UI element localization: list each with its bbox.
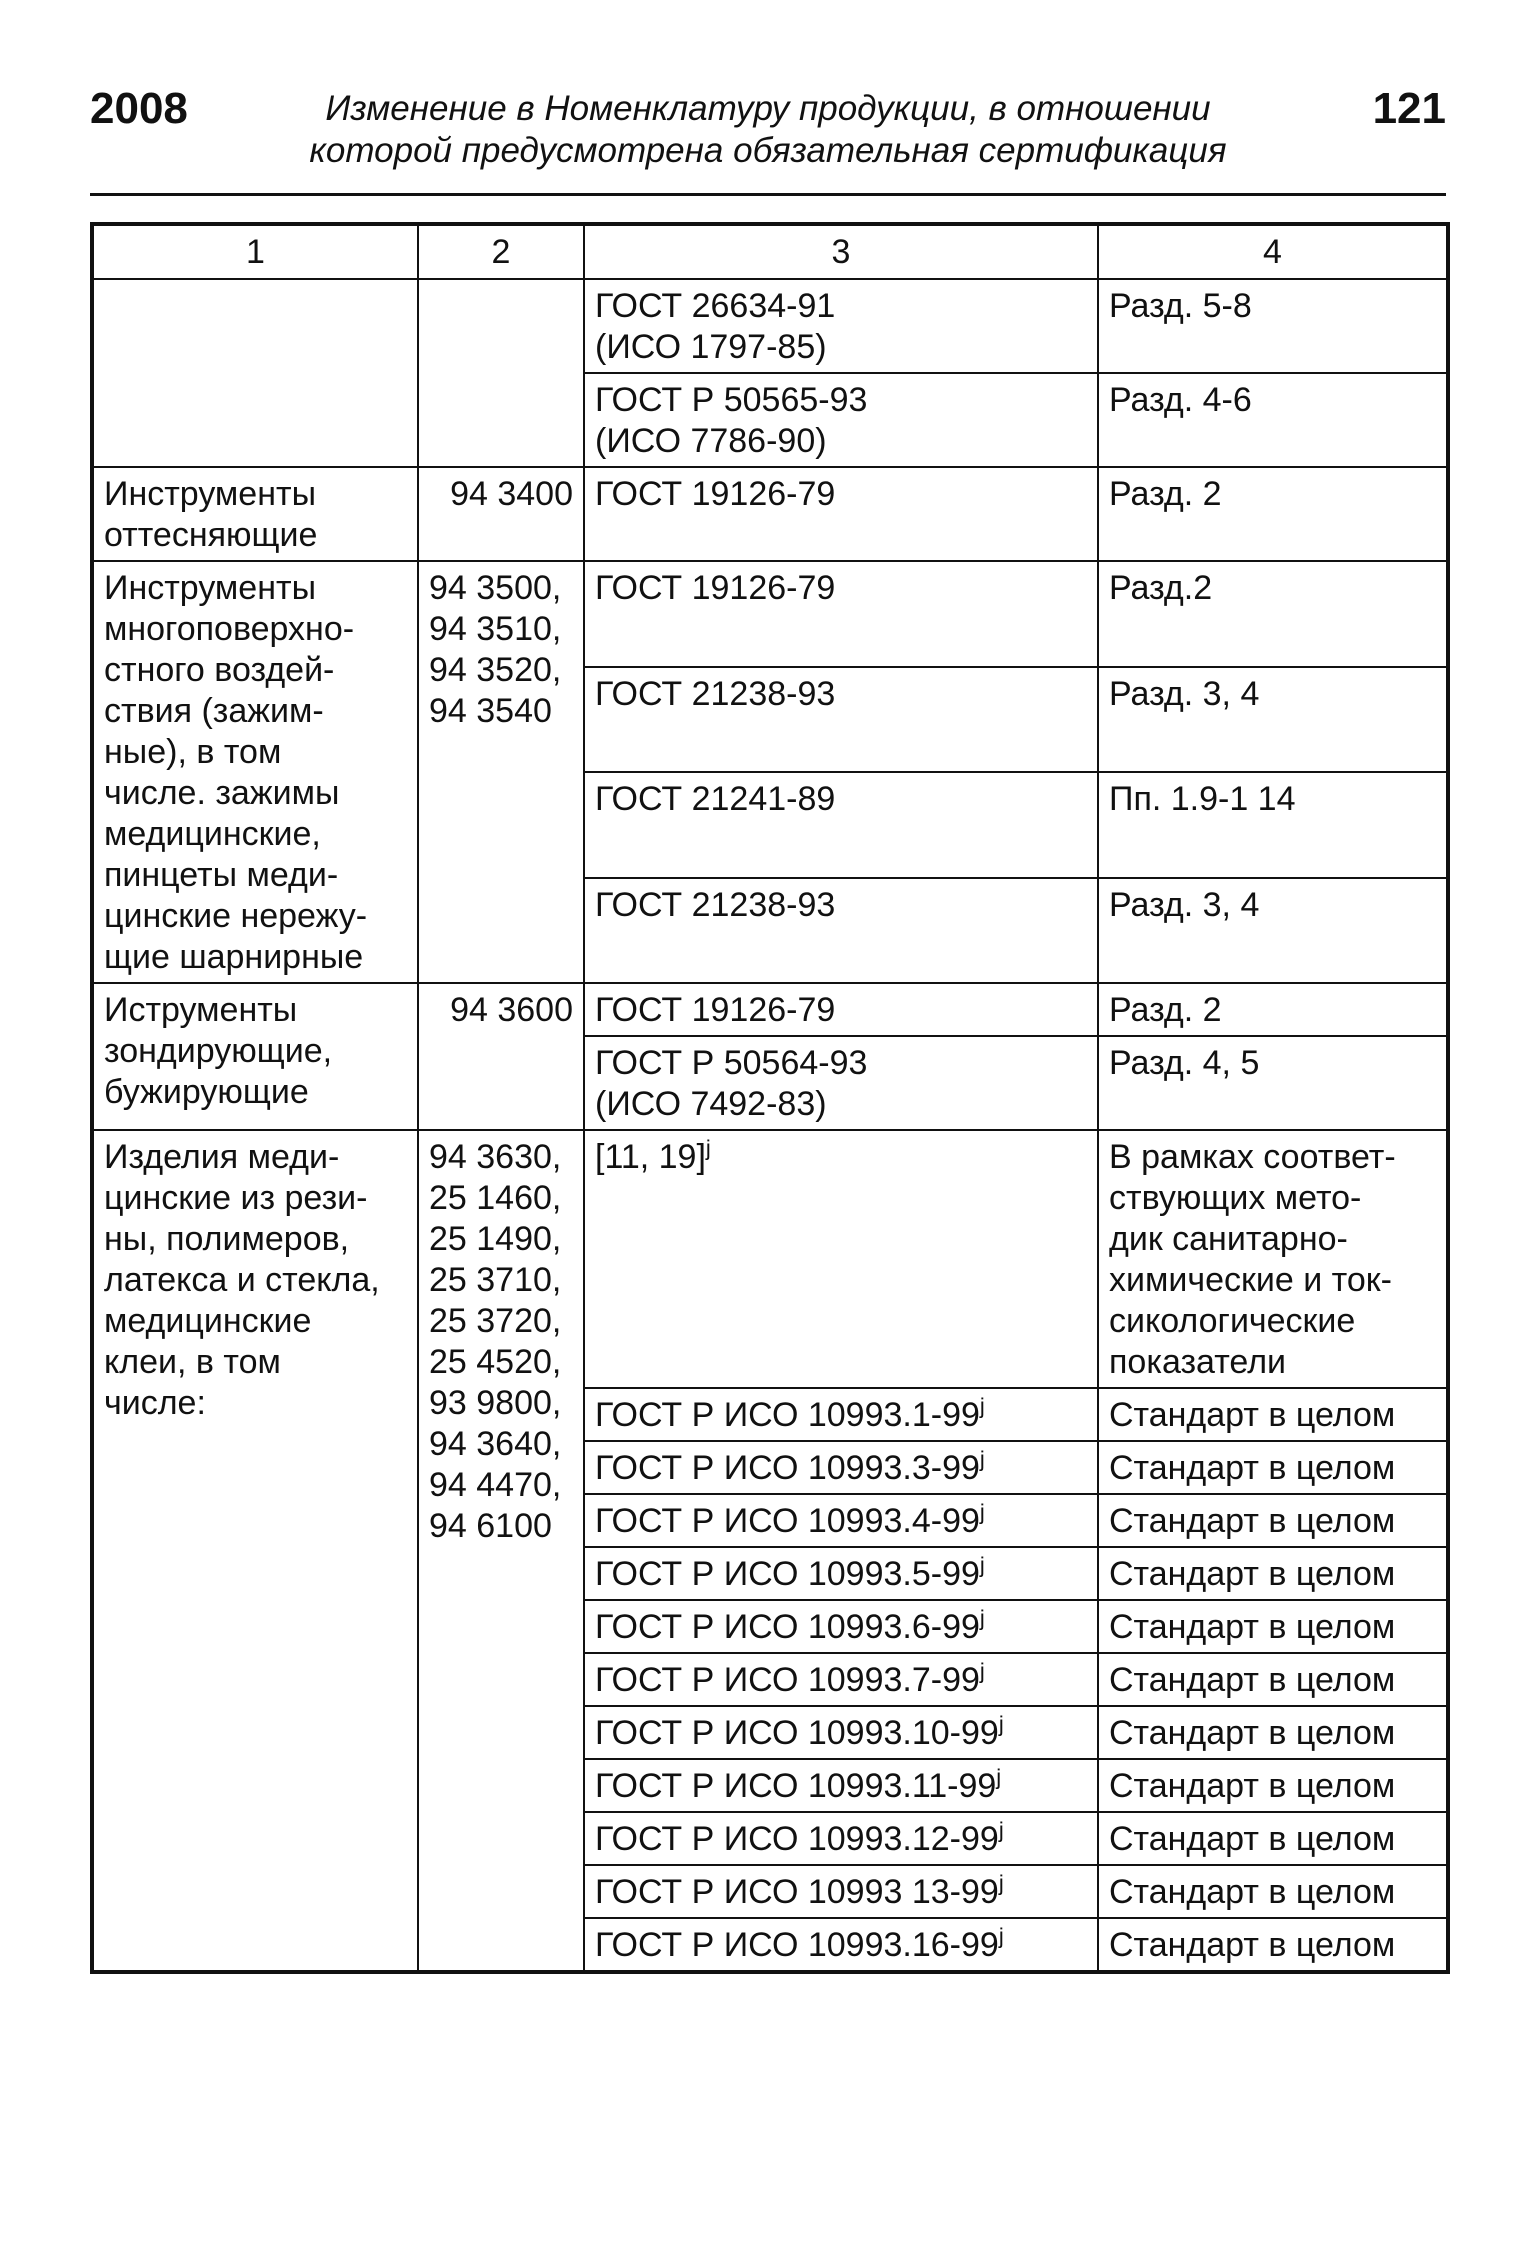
- product-name-line: многоповерхно-: [104, 610, 355, 648]
- header-rule: [90, 193, 1446, 196]
- section-line: Разд. 4, 5: [1109, 1044, 1260, 1082]
- section-line: Стандарт в целом: [1109, 1873, 1396, 1911]
- footnote-mark: j: [705, 1135, 711, 1161]
- footnote-mark: j: [979, 1446, 985, 1472]
- column-header-4: 4: [1098, 224, 1448, 279]
- product-name-line: пинцеты меди-: [104, 856, 339, 894]
- standard-line: ГОСТ Р ИСО 10993.3-99: [595, 1449, 980, 1487]
- section-cell: [1098, 878, 1448, 984]
- section-cell: [1098, 1547, 1448, 1600]
- page-header: [90, 78, 1446, 196]
- okp-code-line: 93 9800,: [429, 1384, 562, 1422]
- section-line: Стандарт в целом: [1109, 1820, 1396, 1858]
- standard-cell: [584, 1759, 1098, 1812]
- standard-cell: [584, 983, 1098, 1036]
- footnote-mark: j: [998, 1711, 1004, 1737]
- standard-line: ГОСТ Р ИСО 10993.7-99: [595, 1661, 980, 1699]
- footnote-mark: j: [998, 1870, 1004, 1896]
- standard-line: ГОСТ 21238-93: [595, 885, 836, 924]
- product-name-line: медицинские,: [104, 815, 321, 853]
- header-year: 2008: [90, 84, 188, 133]
- product-name-line: числе. зажимы: [104, 774, 340, 812]
- okp-code-line: 94 4470,: [429, 1466, 562, 1504]
- standard-line: (ИСО 1797-85): [595, 328, 827, 366]
- product-name-cell: [92, 983, 418, 1130]
- standard-line-with-note: [595, 1448, 1087, 1489]
- standard-cell: [584, 1036, 1098, 1130]
- certification-table: [90, 222, 1450, 1974]
- footnote-mark: j: [979, 1499, 985, 1525]
- standard-cell: [584, 1812, 1098, 1865]
- header-page-number: 121: [1372, 84, 1446, 133]
- section-cell: [1098, 1600, 1448, 1653]
- section-cell: [1098, 1706, 1448, 1759]
- okp-code-cell: [418, 983, 584, 1130]
- okp-code-line: 94 6100: [429, 1507, 552, 1545]
- standard-line-with-note: [595, 1660, 1087, 1701]
- standard-line: ГОСТ Р ИСО 10993.4-99: [595, 1502, 980, 1540]
- section-line: Разд. 2: [1109, 475, 1222, 513]
- standard-line: ГОСТ 19126-79: [595, 569, 836, 607]
- standard-line-with-note: [595, 1395, 1087, 1436]
- table-row: [92, 983, 1448, 1036]
- section-cell: [1098, 561, 1448, 667]
- section-line: Разд. 3, 4: [1109, 885, 1260, 924]
- section-cell: [1098, 667, 1448, 773]
- column-header-3: 3: [584, 224, 1098, 279]
- section-cell: [1098, 1130, 1448, 1388]
- section-cell: [1098, 1653, 1448, 1706]
- standard-line-with-note: [595, 1819, 1087, 1860]
- section-cell: [1098, 1759, 1448, 1812]
- section-cell: [1098, 1388, 1448, 1441]
- product-name-line: цинские из рези-: [104, 1179, 368, 1217]
- product-name-line: ные), в том: [104, 733, 282, 771]
- column-header-2: 2: [418, 224, 584, 279]
- okp-code-line: 25 4520,: [429, 1343, 562, 1381]
- standard-line-with-note: [595, 1554, 1087, 1595]
- standard-line-with-note: [595, 1766, 1087, 1807]
- standard-line-with-note: [595, 1925, 1087, 1966]
- footnote-mark: j: [979, 1605, 985, 1631]
- okp-code-line: 94 3400: [450, 475, 573, 513]
- product-name-line: Инструменты: [104, 569, 317, 607]
- standard-cell: [584, 1706, 1098, 1759]
- section-line: дик санитарно-: [1109, 1220, 1348, 1258]
- section-cell: [1098, 1494, 1448, 1547]
- table-body: [92, 224, 1448, 1972]
- section-cell: [1098, 373, 1448, 467]
- okp-code-line: 25 3710,: [429, 1261, 562, 1299]
- section-line: Разд. 2: [1109, 991, 1222, 1029]
- column-header-1: 1: [92, 224, 418, 279]
- section-line: ствующих мето-: [1109, 1179, 1362, 1217]
- product-name-cell: [92, 1130, 418, 1972]
- footnote-mark: j: [979, 1552, 985, 1578]
- standard-line: (ИСО 7786-90): [595, 422, 827, 460]
- section-line: Разд. 5-8: [1109, 287, 1252, 325]
- section-cell: [1098, 1865, 1448, 1918]
- section-line: В рамках соответ-: [1109, 1138, 1396, 1176]
- okp-code-line: 25 1460,: [429, 1179, 562, 1217]
- product-name-line: Изделия меди-: [104, 1138, 340, 1176]
- standard-cell: [584, 772, 1098, 878]
- section-line: Стандарт в целом: [1109, 1555, 1396, 1593]
- okp-code-line: 94 3600: [450, 991, 573, 1029]
- product-name-line: бужирующие: [104, 1073, 309, 1111]
- product-name-line: медицинские: [104, 1302, 312, 1340]
- okp-code-line: 94 3520,: [429, 651, 562, 689]
- section-cell: [1098, 279, 1448, 373]
- section-cell: [1098, 467, 1448, 561]
- column-header-row: [92, 224, 1448, 279]
- product-name-line: цинские нережу-: [104, 897, 368, 935]
- product-name-line: зондирующие,: [104, 1032, 333, 1070]
- standard-cell: [584, 1547, 1098, 1600]
- standard-cell: [584, 878, 1098, 984]
- section-cell: [1098, 772, 1448, 878]
- standard-line: ГОСТ 21241-89: [595, 780, 836, 818]
- section-line: Стандарт в целом: [1109, 1396, 1396, 1434]
- table-row: [92, 561, 1448, 667]
- section-cell: [1098, 1036, 1448, 1130]
- okp-code-cell: [418, 279, 584, 467]
- standard-line: ГОСТ Р ИСО 10993.6-99: [595, 1608, 980, 1646]
- okp-code-line: 94 3500,: [429, 569, 562, 607]
- standard-cell: [584, 1918, 1098, 1972]
- header-title-line-1: Изменение в Номенклатуру продукции, в отношении: [325, 89, 1211, 128]
- section-line: Стандарт в целом: [1109, 1502, 1396, 1540]
- okp-code-line: 94 3640,: [429, 1425, 562, 1463]
- standard-line: (ИСО 7492-83): [595, 1085, 827, 1123]
- standard-cell: [584, 467, 1098, 561]
- product-name-line: ны, полимеров,: [104, 1220, 350, 1258]
- okp-code-line: 94 3630,: [429, 1138, 562, 1176]
- section-cell: [1098, 1918, 1448, 1972]
- okp-code-line: 25 1490,: [429, 1220, 562, 1258]
- section-cell: [1098, 983, 1448, 1036]
- section-line: Разд. 3, 4: [1109, 674, 1260, 713]
- okp-code-line: 25 3720,: [429, 1302, 562, 1340]
- product-name-line: Иструменты: [104, 991, 298, 1029]
- standard-line-with-note: [595, 1872, 1087, 1913]
- standard-cell: [584, 279, 1098, 373]
- standard-line: ГОСТ Р ИСО 10993 13-99: [595, 1873, 999, 1911]
- standard-cell: [584, 1653, 1098, 1706]
- product-name-cell: [92, 561, 418, 983]
- section-line: Разд.2: [1109, 569, 1213, 607]
- product-name-line: числе:: [104, 1384, 206, 1422]
- standard-line: ГОСТ Р 50565-93: [595, 381, 868, 419]
- header-title: [240, 88, 1296, 172]
- product-name-line: клеи, в том: [104, 1343, 281, 1381]
- standard-line: [11, 19]: [595, 1138, 706, 1176]
- section-line: Пп. 1.9-1 14: [1109, 780, 1296, 818]
- standard-line: ГОСТ 26634-91: [595, 287, 836, 325]
- okp-code-line: 94 3510,: [429, 610, 562, 648]
- standard-line: ГОСТ Р ИСО 10993.10-99: [595, 1714, 999, 1752]
- section-cell: [1098, 1812, 1448, 1865]
- section-line: Стандарт в целом: [1109, 1449, 1396, 1487]
- section-line: Стандарт в целом: [1109, 1714, 1396, 1752]
- section-cell: [1098, 1441, 1448, 1494]
- standard-cell: [584, 667, 1098, 773]
- standard-cell: [584, 1494, 1098, 1547]
- standard-line-with-note: [595, 1137, 1087, 1178]
- footnote-mark: j: [998, 1923, 1004, 1949]
- standard-line: ГОСТ 19126-79: [595, 991, 836, 1029]
- standard-line-with-note: [595, 1713, 1087, 1754]
- standard-line: ГОСТ 19126-79: [595, 475, 836, 513]
- product-name-line: латекса и стекла,: [104, 1261, 380, 1299]
- footnote-mark: j: [996, 1764, 1002, 1790]
- standard-line: ГОСТ Р ИСО 10993.1-99: [595, 1396, 980, 1434]
- standard-cell: [584, 561, 1098, 667]
- standard-line: ГОСТ Р ИСО 10993.16-99: [595, 1926, 999, 1964]
- footnote-mark: j: [998, 1817, 1004, 1843]
- standard-cell: [584, 1600, 1098, 1653]
- standard-line: ГОСТ Р ИСО 10993.11-99: [595, 1767, 997, 1805]
- okp-code-cell: [418, 467, 584, 561]
- product-name-line: стного воздей-: [104, 651, 335, 689]
- okp-code-cell: [418, 1130, 584, 1972]
- standard-line: ГОСТ 21238-93: [595, 674, 836, 713]
- standard-cell: [584, 373, 1098, 467]
- section-line: Стандарт в целом: [1109, 1608, 1396, 1646]
- table-row: [92, 467, 1448, 561]
- okp-code-cell: [418, 561, 584, 983]
- standard-cell: [584, 1130, 1098, 1388]
- footnote-mark: j: [979, 1658, 985, 1684]
- section-line: Стандарт в целом: [1109, 1661, 1396, 1699]
- standard-line-with-note: [595, 1607, 1087, 1648]
- standard-line: ГОСТ Р ИСО 10993.12-99: [595, 1820, 999, 1858]
- product-name-line: оттесняющие: [104, 516, 318, 554]
- footnote-mark: j: [979, 1393, 985, 1419]
- header-title-line-2: которой предусмотрена обязательная сертификация: [309, 131, 1227, 170]
- table-row: [92, 279, 1448, 373]
- section-line: Стандарт в целом: [1109, 1767, 1396, 1805]
- standard-cell: [584, 1865, 1098, 1918]
- standard-line: ГОСТ Р 50564-93: [595, 1044, 868, 1082]
- product-name-line: ствия (зажим-: [104, 692, 324, 730]
- section-line: химические и ток-: [1109, 1261, 1392, 1299]
- section-line: сикологические: [1109, 1302, 1356, 1340]
- product-name-cell: [92, 279, 418, 467]
- standard-cell: [584, 1441, 1098, 1494]
- section-line: Стандарт в целом: [1109, 1926, 1396, 1964]
- section-line: Разд. 4-6: [1109, 381, 1252, 419]
- product-name-cell: [92, 467, 418, 561]
- product-name-line: щие шарнирные: [104, 938, 364, 976]
- standard-line-with-note: [595, 1501, 1087, 1542]
- section-line: показатели: [1109, 1343, 1287, 1381]
- product-name-line: Инструменты: [104, 475, 317, 513]
- standard-line: ГОСТ Р ИСО 10993.5-99: [595, 1555, 980, 1593]
- okp-code-line: 94 3540: [429, 692, 552, 730]
- standard-cell: [584, 1388, 1098, 1441]
- table-row: [92, 1130, 1448, 1388]
